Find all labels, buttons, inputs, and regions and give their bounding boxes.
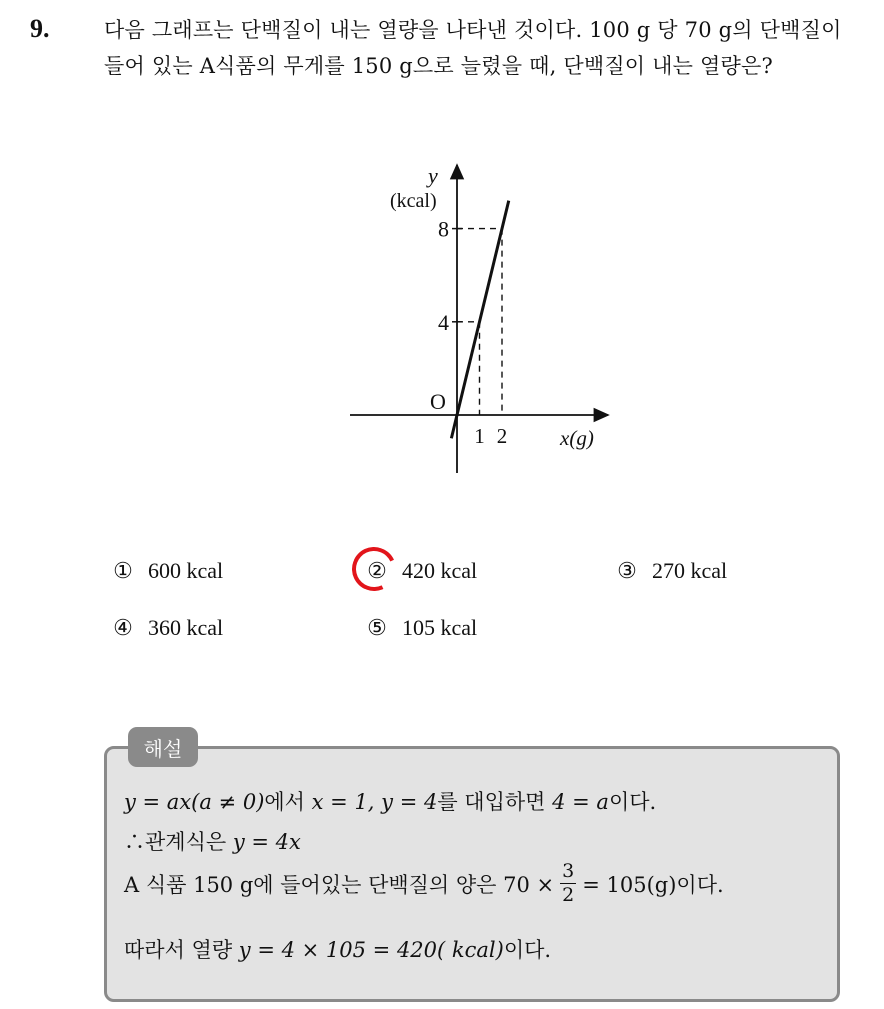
choice-1-text: 600 kcal: [148, 558, 224, 583]
fraction-numerator: 3: [562, 860, 575, 882]
choice-4-mark: ④: [113, 615, 133, 640]
solution-line-4: [124, 934, 551, 964]
y-axis-label: y: [428, 163, 438, 188]
solution-line-1-t2: 를 대입하면: [437, 790, 546, 814]
y-unit-label: (kcal): [390, 190, 437, 212]
solution-line-1-sub: x = 1, y = 4: [311, 790, 438, 814]
solution-tag: 해설: [128, 727, 198, 767]
question-text: 다음 그래프는 단백질이 내는 열량을 나타낸 것이다. 100 g 당 70 g의 단백질이 들어 있는 A식품의 무게를 150 g으로 늘렸을 때, 단백질이 내는 열량은?: [104, 18, 842, 78]
linear-graph: [340, 155, 630, 475]
selected-circle-icon: [346, 541, 402, 597]
choice-5-text: 105 kcal: [402, 615, 478, 640]
solution-line-2-t1: ∴관계식은: [124, 830, 227, 854]
x-axis-label: x(g): [560, 426, 594, 450]
solution-line-4-eq: y = 4 × 105 = 420( kcal): [238, 938, 504, 962]
choice-4[interactable]: [110, 615, 223, 641]
solution-line-2: [124, 826, 301, 856]
x-tick-label-2: 2: [496, 424, 508, 448]
solution-line-1: [124, 786, 656, 816]
solution-line-1-t1: 에서: [264, 790, 305, 814]
choice-2-text: 420 kcal: [402, 558, 478, 583]
choice-5[interactable]: [364, 615, 477, 641]
solution-line-2-eq: y = 4x: [232, 830, 301, 854]
choice-3-mark: ③: [617, 558, 637, 583]
solution-line-4-t1: 따라서 열량: [124, 938, 233, 962]
solution-line-1-res: 4 = a: [552, 790, 609, 814]
x-tick-label-1: 1: [474, 424, 485, 448]
fraction-denominator: 2: [562, 884, 575, 906]
solution-line-1-eq: y = ax(a ≠ 0): [124, 790, 265, 814]
choice-2[interactable]: [364, 558, 477, 584]
y-tick-label-8: 8: [438, 216, 449, 242]
y-tick-label-4: 4: [438, 309, 449, 335]
solution-line-3-t2: = 105(g)이다.: [582, 872, 724, 897]
fraction: [560, 862, 576, 905]
choice-5-mark: ⑤: [367, 615, 387, 640]
choice-2-mark: [364, 558, 390, 584]
solution-line-3-t1: A 식품 150 g에 들어있는 단백질의 양은 70 ×: [124, 872, 555, 897]
solution-line-4-t2: 이다.: [503, 938, 552, 962]
choice-4-text: 360 kcal: [148, 615, 224, 640]
choice-1-mark: ①: [113, 558, 133, 583]
solution-line-3: [124, 862, 724, 905]
choice-2-mark-glyph: ②: [367, 558, 387, 583]
origin-label: O: [430, 389, 446, 414]
solution-line-1-t3: 이다.: [608, 790, 657, 814]
choice-1[interactable]: [110, 558, 223, 584]
choice-3[interactable]: [614, 558, 727, 584]
choice-3-text: 270 kcal: [652, 558, 728, 583]
question-number: 9.: [30, 14, 50, 43]
